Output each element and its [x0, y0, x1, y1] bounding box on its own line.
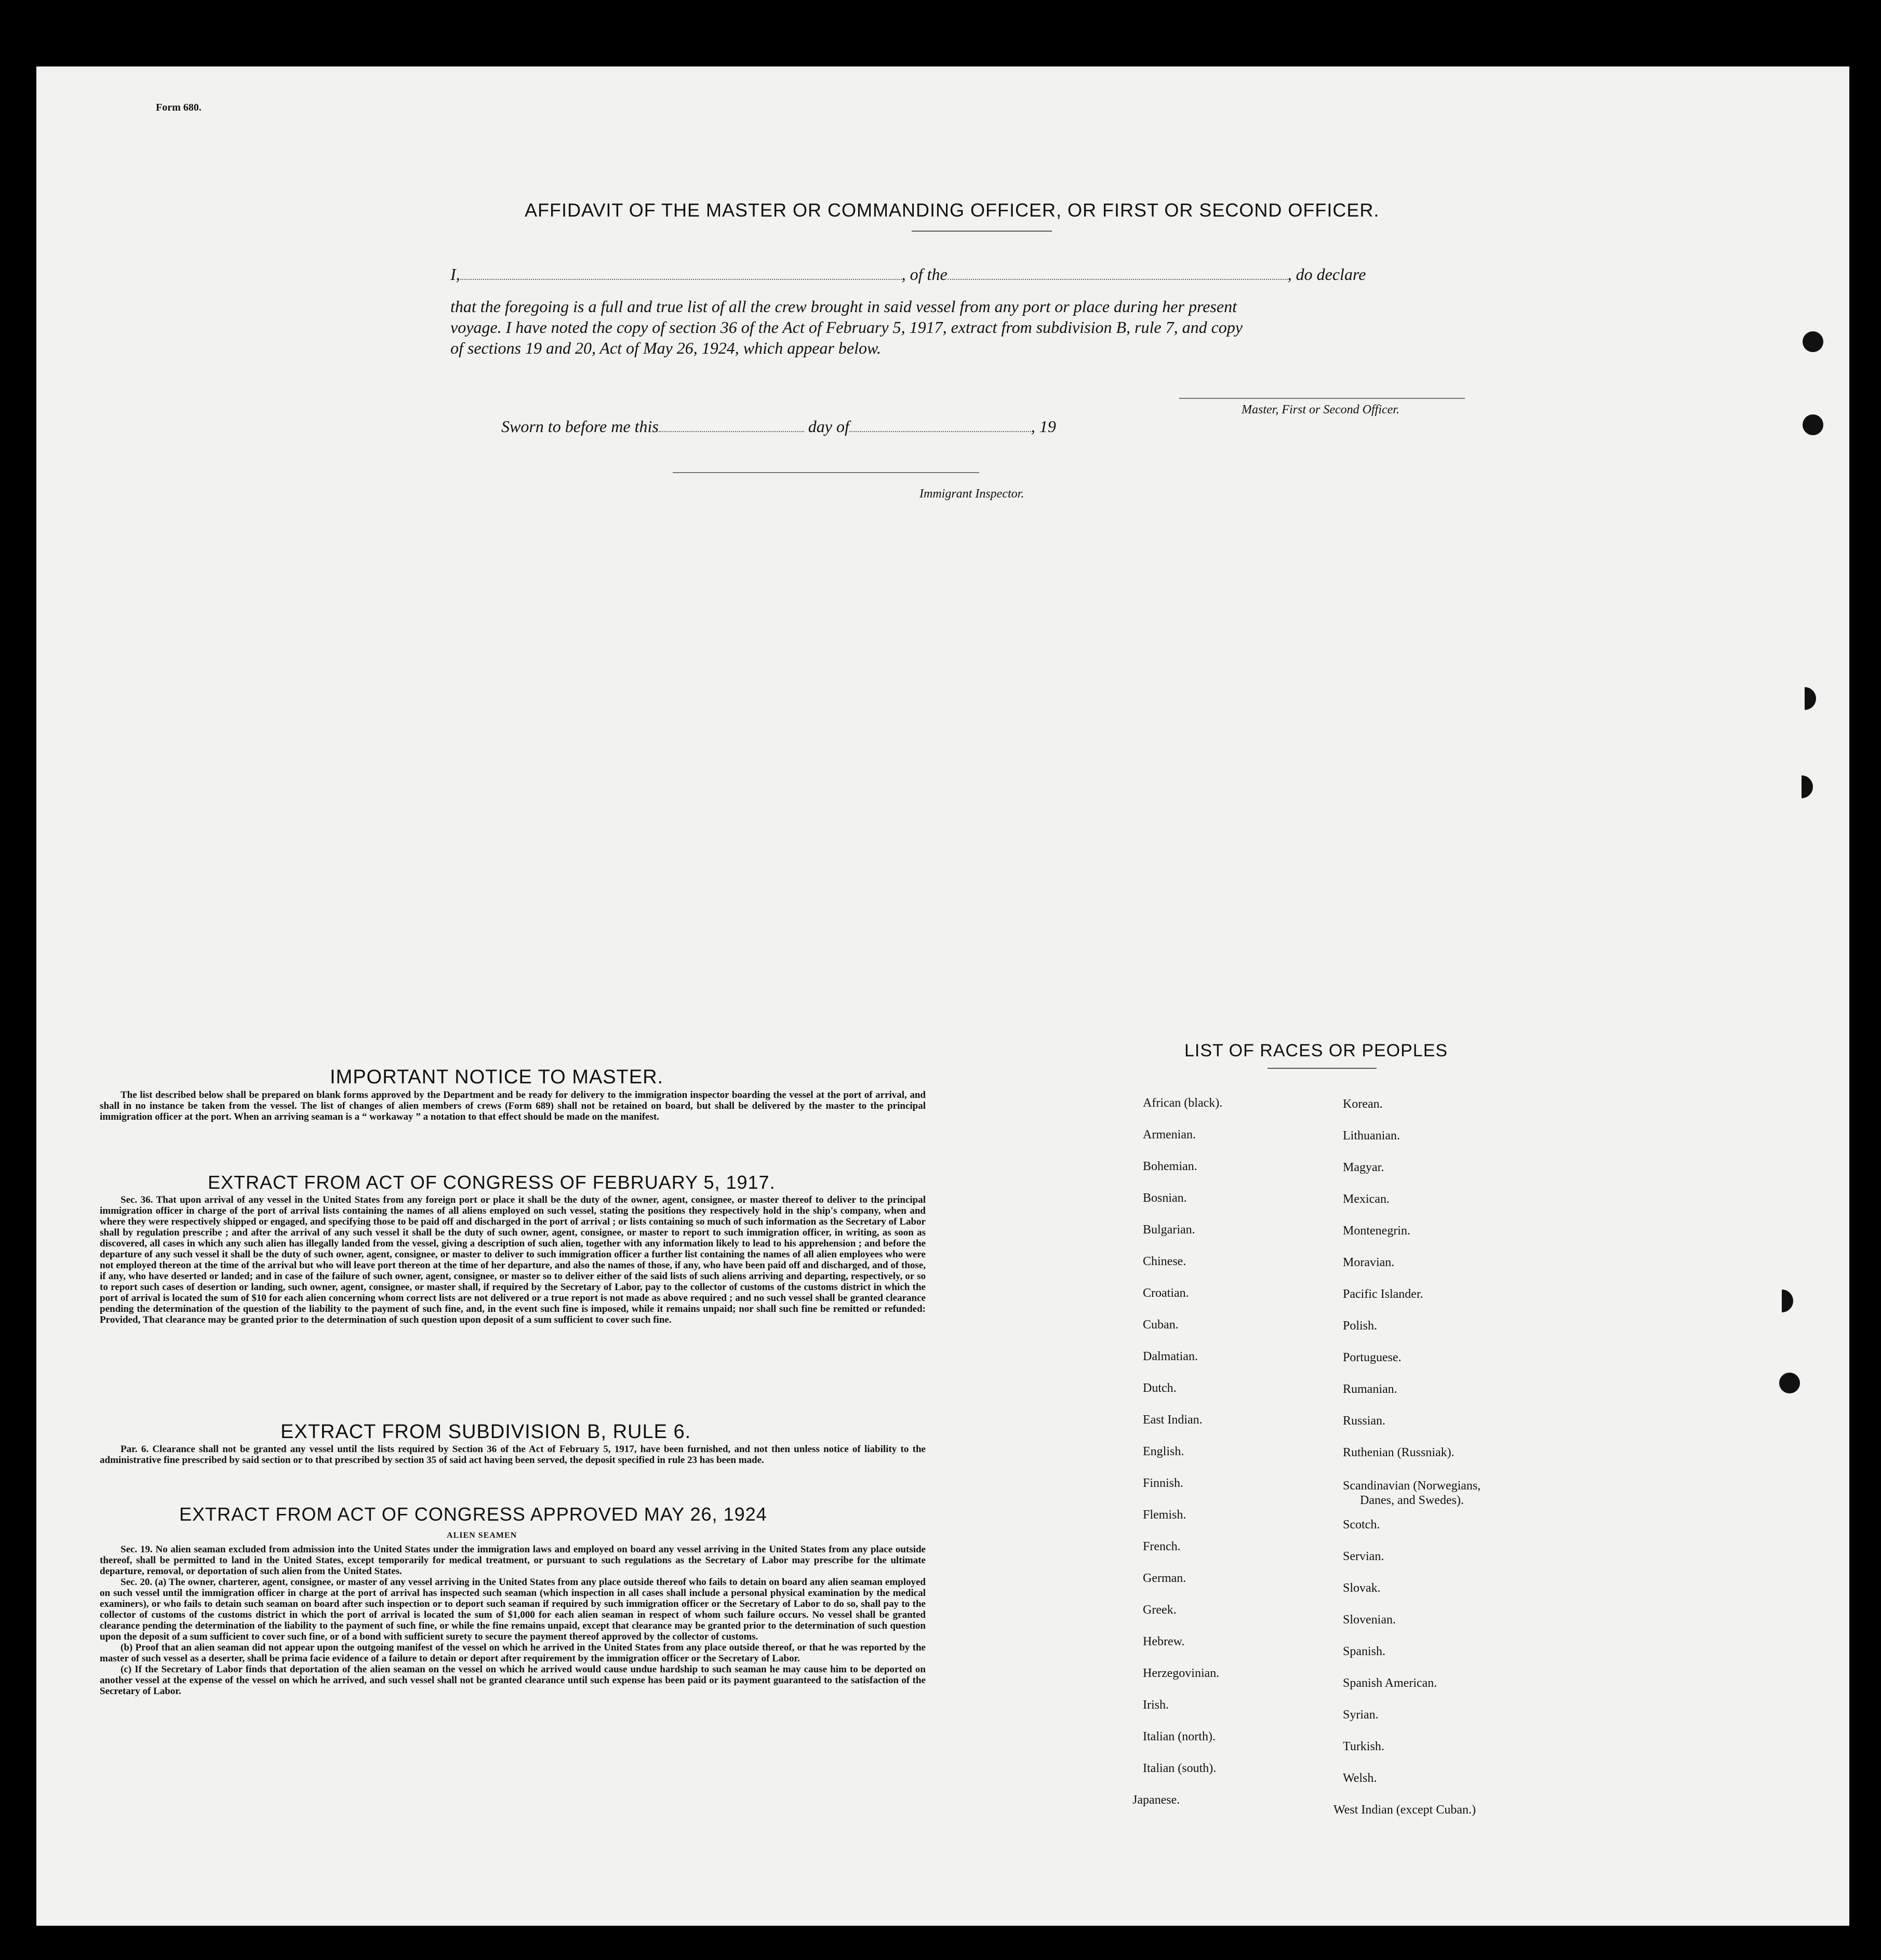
declaration-line-1	[450, 264, 1510, 285]
declaration-line-2: that the foregoing is a full and true list of all the crew brought in said vessel from any port or place during her present	[450, 297, 1237, 316]
race-item: Portuguese.	[1343, 1351, 1402, 1364]
binding-hole	[1802, 775, 1813, 798]
vessel-blank	[948, 279, 1288, 280]
race-item: Herzegovinian.	[1143, 1667, 1220, 1680]
race-item: Armenian.	[1143, 1128, 1196, 1142]
extract-1917-text	[100, 1194, 926, 1325]
race-item: French.	[1143, 1540, 1181, 1553]
race-item: Scandinavian (Norwegians,	[1343, 1479, 1481, 1493]
binding-hole	[1803, 414, 1823, 435]
race-item: Magyar.	[1343, 1161, 1384, 1174]
race-item: German.	[1143, 1572, 1186, 1585]
binding-hole	[1779, 1373, 1800, 1393]
name-blank	[460, 279, 902, 280]
race-item: Flemish.	[1143, 1508, 1186, 1522]
race-item: Spanish.	[1343, 1645, 1386, 1658]
month-blank	[849, 431, 1031, 432]
extract-1917-title: EXTRACT FROM ACT OF CONGRESS OF FEBRUARY 5, 1917.	[208, 1172, 776, 1193]
race-item: Russian.	[1343, 1414, 1386, 1428]
binding-hole	[1805, 687, 1816, 710]
race-item: African (black).	[1143, 1096, 1223, 1110]
race-item: English.	[1143, 1445, 1184, 1458]
race-item: Syrian.	[1343, 1708, 1379, 1722]
races-title: LIST OF RACES OR PEOPLES	[1184, 1041, 1448, 1060]
subdivision-title: EXTRACT FROM SUBDIVISION B, RULE 6.	[281, 1421, 691, 1443]
affidavit-title: AFFIDAVIT OF THE MASTER OR COMMANDING OFFICER, OR FIRST OR SECOND OFFICER.	[525, 199, 1380, 221]
form-page	[36, 66, 1849, 1926]
section-20b-paragraph: (b) Proof that an alien seaman did not appear upon the outgoing manifest of the vessel on which he arrived in the United States from any place outside thereof, or that he was reported by the master of such vessel as a deserter, shall be prima facie evidence of a failure to detain or deport after requirement by the immigration officer or the Secretary of Labor.	[100, 1642, 926, 1664]
extract-1924-text	[100, 1544, 926, 1697]
race-item: Bohemian.	[1143, 1160, 1197, 1173]
master-signature-line	[1179, 398, 1465, 399]
section-36-paragraph: Sec. 36. That upon arrival of any vessel in the United States from any foreign port or place it shall be the duty of the owner, agent, consignee, or master thereof to deliver to the principal immigration officer in charge of the port of arrival lists containing the names of all aliens employed on such vessel, stating the positions they respectively hold in the ship's company, when and where they were respectively shipped or engaged, and specifying those to be paid off and discharged in the port of arrival ; or lists containing so much of such information as the Secretary of Labor shall by regulation prescribe ; and after the arrival of any such vessel it shall be the duty of such owner, agent, consignee, or master to report to such immigration officer, in writing, as soon as discovered, all cases in which any such alien has illegally landed from the vessel, giving a description of such alien, together with any information likely to lead to his apprehension ; and before the departure of any such vessel it shall be the duty of such owner, agent, consignee, or master to deliver to such immigration officer a further list containing the names of all alien employees who were not employed thereon at the time of the arrival but who will leave port thereon at the time of her departure, and also the names of those, if any, who have been paid off and discharged, and of those, if any, who have deserted or landed; and in case of the failure of such owner, agent, consignee, or master so to deliver either of the said lists of such aliens arriving and departing, respectively, or so to report such cases of desertion or landing, such owner, agent, consignee, or master shall, if required by the Secretary of Labor, pay to the collector of customs of the customs district in which the port of arrival is located the sum of $10 for each alien concerning whom correct lists are not delivered or a true report is not made as above required ; and no such vessel shall be granted clearance pending the determination of the question of the liability to the payment of such fine, and, in the event such fine is imposed, while it remains unpaid; nor shall such fine be remitted or refunded: Provided, That clearance may be granted prior to the determination of such question upon deposit of a sum sufficient to cover such fine.	[100, 1194, 926, 1325]
race-item: Italian (north).	[1143, 1730, 1216, 1743]
race-item: Greek.	[1143, 1603, 1177, 1617]
race-item: Cuban.	[1143, 1318, 1179, 1332]
inspector-signature-line	[673, 472, 979, 473]
race-item: Turkish.	[1343, 1740, 1384, 1753]
i-label: I,	[450, 265, 460, 284]
race-item: Lithuanian.	[1343, 1129, 1400, 1143]
race-item: Servian.	[1343, 1550, 1384, 1563]
section-20c-paragraph: (c) If the Secretary of Labor finds that deportation of the alien seaman on the vessel on which he arrived would cause undue hardship to such seaman he may cause him to be deported on another vessel at the expense of the vessel on which he arrived, and such vessel shall not be granted clearance until such expense has been paid or its payment guaranteed to the satisfaction of the Secretary of Labor.	[100, 1664, 926, 1697]
race-item: Hebrew.	[1143, 1635, 1185, 1648]
race-item: Irish.	[1143, 1698, 1169, 1712]
race-item: Welsh.	[1343, 1771, 1377, 1785]
sworn-line	[501, 416, 1229, 437]
races-divider	[1268, 1068, 1377, 1069]
race-item: Japanese.	[1132, 1793, 1180, 1807]
race-item: Scotch.	[1343, 1518, 1380, 1532]
declaration-line-4: of sections 19 and 20, Act of May 26, 1924, which appear below.	[450, 339, 881, 357]
binding-hole	[1782, 1290, 1793, 1312]
race-item: Pacific Islander.	[1343, 1287, 1423, 1301]
race-item: Dutch.	[1143, 1381, 1177, 1395]
race-item: Montenegrin.	[1343, 1224, 1410, 1238]
alien-seamen-subtitle: ALIEN SEAMEN	[447, 1531, 517, 1540]
race-item: Slovenian.	[1343, 1613, 1396, 1627]
section-19-paragraph: Sec. 19. No alien seaman excluded from admission into the United States under the immigration laws and employed on board any vessel arriving in the United States from any place outside thereof, shall be permitted to land in the United States, except temporarily for medical treatment, or pursuant to such regulations as the Secretary of Labor may prescribe for the ultimate departure, removal, or deportation of such alien from the United States.	[100, 1544, 926, 1577]
extract-1924-title: EXTRACT FROM ACT OF CONGRESS APPROVED MAY 26, 1924	[179, 1503, 767, 1525]
declaration-line-3: voyage. I have noted the copy of section 36 of the Act of February 5, 1917, extract from subdivision B, rule 7, and copy	[450, 318, 1243, 337]
race-item: Bosnian.	[1143, 1191, 1187, 1205]
par-6-paragraph: Par. 6. Clearance shall not be granted any vessel until the lists required by Section 36 of the Act of February 5, 1917, have been furnished, and not then unless notice of liability to the administrative fine prescribed by said section or to that prescribed by section 35 of said act having been served, the deposit specified in rule 23 has been made.	[100, 1444, 926, 1466]
race-item: Croatian.	[1143, 1286, 1189, 1300]
binding-hole	[1803, 331, 1823, 352]
master-caption: Master, First or Second Officer.	[1242, 403, 1399, 417]
title-divider	[912, 231, 1052, 232]
notice-text	[100, 1090, 926, 1122]
race-item: Chinese.	[1143, 1255, 1186, 1268]
race-item: Moravian.	[1343, 1256, 1395, 1269]
race-item: Danes, and Swedes).	[1360, 1494, 1464, 1507]
subdivision-text	[100, 1444, 926, 1466]
race-item: Polish.	[1343, 1319, 1378, 1333]
notice-title: IMPORTANT NOTICE TO MASTER.	[330, 1066, 664, 1088]
race-item: Rumanian.	[1343, 1382, 1397, 1396]
year-label: , 19	[1031, 417, 1056, 436]
sworn-label: Sworn to before me this	[501, 417, 659, 436]
race-item: West Indian (except Cuban.)	[1333, 1803, 1476, 1817]
do-declare-label: , do declare	[1287, 265, 1366, 284]
race-item: Bulgarian.	[1143, 1223, 1195, 1237]
race-item: East Indian.	[1143, 1413, 1203, 1427]
race-item: Ruthenian (Russniak).	[1343, 1446, 1455, 1459]
race-item: Mexican.	[1343, 1192, 1390, 1206]
form-number: Form 680.	[156, 102, 202, 113]
race-item: Dalmatian.	[1143, 1350, 1198, 1363]
inspector-caption: Immigrant Inspector.	[919, 487, 1024, 501]
notice-paragraph: The list described below shall be prepared on blank forms approved by the Department and be ready for delivery to the immigration inspector boarding the vessel at the port of arrival, and shall in no instance be taken from the vessel. The list of changes of alien members of crews (Form 689) shall not be retained on board, but shall be delivered by the master to the principal immigration officer at the port. When an arriving seaman is a “ workaway ” a notation to that effect should be made on the manifest.	[100, 1090, 926, 1122]
race-item: Korean.	[1343, 1097, 1383, 1111]
of-the-label: , of the	[901, 265, 948, 284]
race-item: Spanish American.	[1343, 1676, 1437, 1690]
section-20a-paragraph: Sec. 20. (a) The owner, charterer, agent, consignee, or master of any vessel arriving in the United States from any place outside thereof who fails to detain on board any alien seaman employed on such vessel until the immigration officer in charge at the port of arrival has inspected such seaman (which inspection in all cases shall include a personal physical examination by the medical examiners), or who fails to detain such seaman on board after such inspection or to deport such seaman if required by such immigration officer or the Secretary of Labor to do so, shall pay to the collector of customs of the customs district in which the port of arrival is located the sum of $1,000 for each alien seaman in respect of whom such failure occurs. No vessel shall be granted clearance pending the determination of the liability to the payment of such fine, or while the fine remains unpaid, except that clearance may be granted prior to the determination of such question upon the deposit of a sum sufficient to cover such fine, or of a bond with sufficient surety to secure the payment thereof approved by the collector of customs.	[100, 1577, 926, 1642]
race-item: Italian (south).	[1143, 1762, 1217, 1775]
day-blank	[659, 431, 804, 432]
day-of-label: day of	[808, 417, 849, 436]
race-item: Slovak.	[1343, 1581, 1381, 1595]
race-item: Finnish.	[1143, 1476, 1184, 1490]
